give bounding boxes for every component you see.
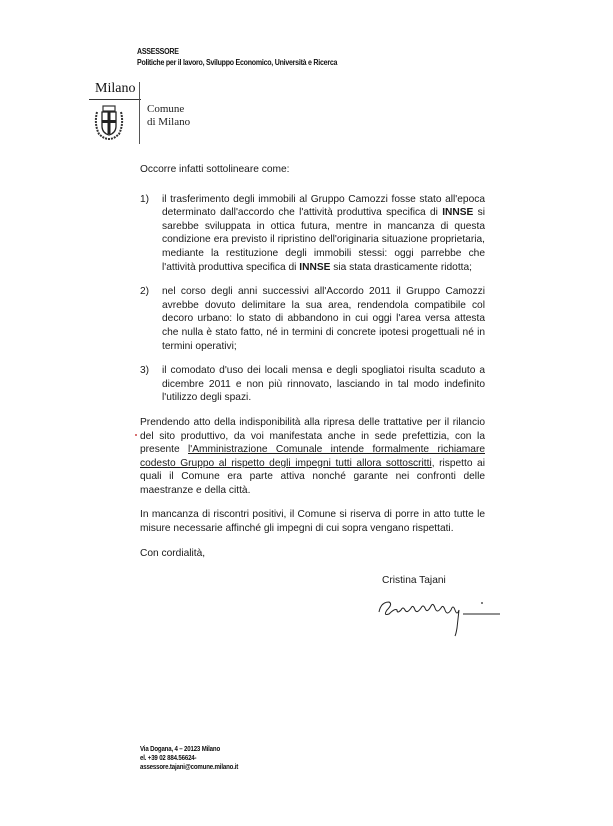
header-subtitle: Politiche per il lavoro, Sviluppo Economico, Università e Ricerca xyxy=(137,57,338,67)
text-segment: Prendendo atto della indisponibilità alla ripresa delle trattative per il rilancio del sito produttivo, da voi manifestata anche in sede prefettizia, con la presente xyxy=(140,416,485,456)
text-segment: , rispetto ai quali il Comune era parte attiva nonché garante nei confronti delle maestranze e della città. xyxy=(140,457,485,496)
list-item xyxy=(140,364,485,405)
list-item-number: 1) xyxy=(140,193,150,205)
signature-block xyxy=(140,568,485,638)
list-item-text: il comodato d'uso dei locali mensa e degli spogliatoi risulta scaduto a dicembre 2011 e non più rinnovato, lasciando in tal modo indefinito l'utilizzo degli spazi. xyxy=(162,365,485,404)
letter-intro: Occorre infatti sottolineare come: xyxy=(140,164,290,175)
logo-org-line2: di Milano xyxy=(147,116,191,128)
footer-email[interactable]: assessore.tajani@comune.milano.it xyxy=(140,762,239,771)
bold-term: INNSE xyxy=(442,207,474,219)
logo-org-name xyxy=(147,103,190,129)
paragraph-request xyxy=(140,416,485,498)
header-title: ASSESSORE xyxy=(137,46,179,56)
bold-term: INNSE xyxy=(299,261,331,273)
list-item-text: nel corso degli anni successivi all'Accordo 2011 il Gruppo Camozzi avrebbe dovuto delimitare la sua area, rendendola compatibile col decoro urbano: lo stato di abbandono in cui oggi l'area versa attesta che nulla è stato fatto, né in termini di concrete ipotesi progettuali né in termini operativi; xyxy=(162,286,485,352)
scan-speck xyxy=(135,434,137,436)
text-segment: sia stata drasticamente ridotta; xyxy=(330,261,472,273)
paragraph-warning: In mancanza di riscontri positivi, il Comune si riserva di porre in atto tutte le misure necessarie affinché gli impegni di cui sopra vengano rispettati. xyxy=(140,509,485,535)
signer-name: Cristina Tajani xyxy=(382,575,446,587)
logo-divider-vertical xyxy=(139,82,140,144)
list-item xyxy=(140,193,485,275)
text-segment: si sarebbe sviluppata in ottica futura, mentre in mancanza di questa condizione era previsto il ripristino dell'originaria situazione proprietaria, mediante la restituzione degli immobili stessi: oggi parrebbe che l'attività produttiva specifica di xyxy=(162,207,485,273)
footer-phone: el. +39 02 884.56624- xyxy=(140,753,197,762)
logo-divider-horizontal xyxy=(89,99,141,100)
list-item xyxy=(140,285,485,353)
list-item-number: 3) xyxy=(140,365,150,377)
list-item-text xyxy=(162,193,485,275)
milano-crest-icon xyxy=(93,104,125,140)
letter-body xyxy=(140,163,485,638)
closing: Con cordialità, xyxy=(140,547,206,559)
list-item-number: 2) xyxy=(140,286,150,298)
footer-address: Via Dogana, 4 – 20123 Milano xyxy=(140,744,221,753)
text-segment: il trasferimento degli immobili al Gruppo Camozzi fosse stato all'epoca determinato dall'accordo che l'attività produttiva specifica di xyxy=(162,193,485,219)
underlined-text: l'Amministrazione Comunale intende formalmente richiamare codesto Gruppo al rispetto degli impegni tutti allora sottoscritti xyxy=(140,444,485,469)
logo-org-line1: Comune xyxy=(147,103,185,115)
handwritten-signature xyxy=(375,588,505,638)
logo-city: Milano xyxy=(95,81,136,96)
